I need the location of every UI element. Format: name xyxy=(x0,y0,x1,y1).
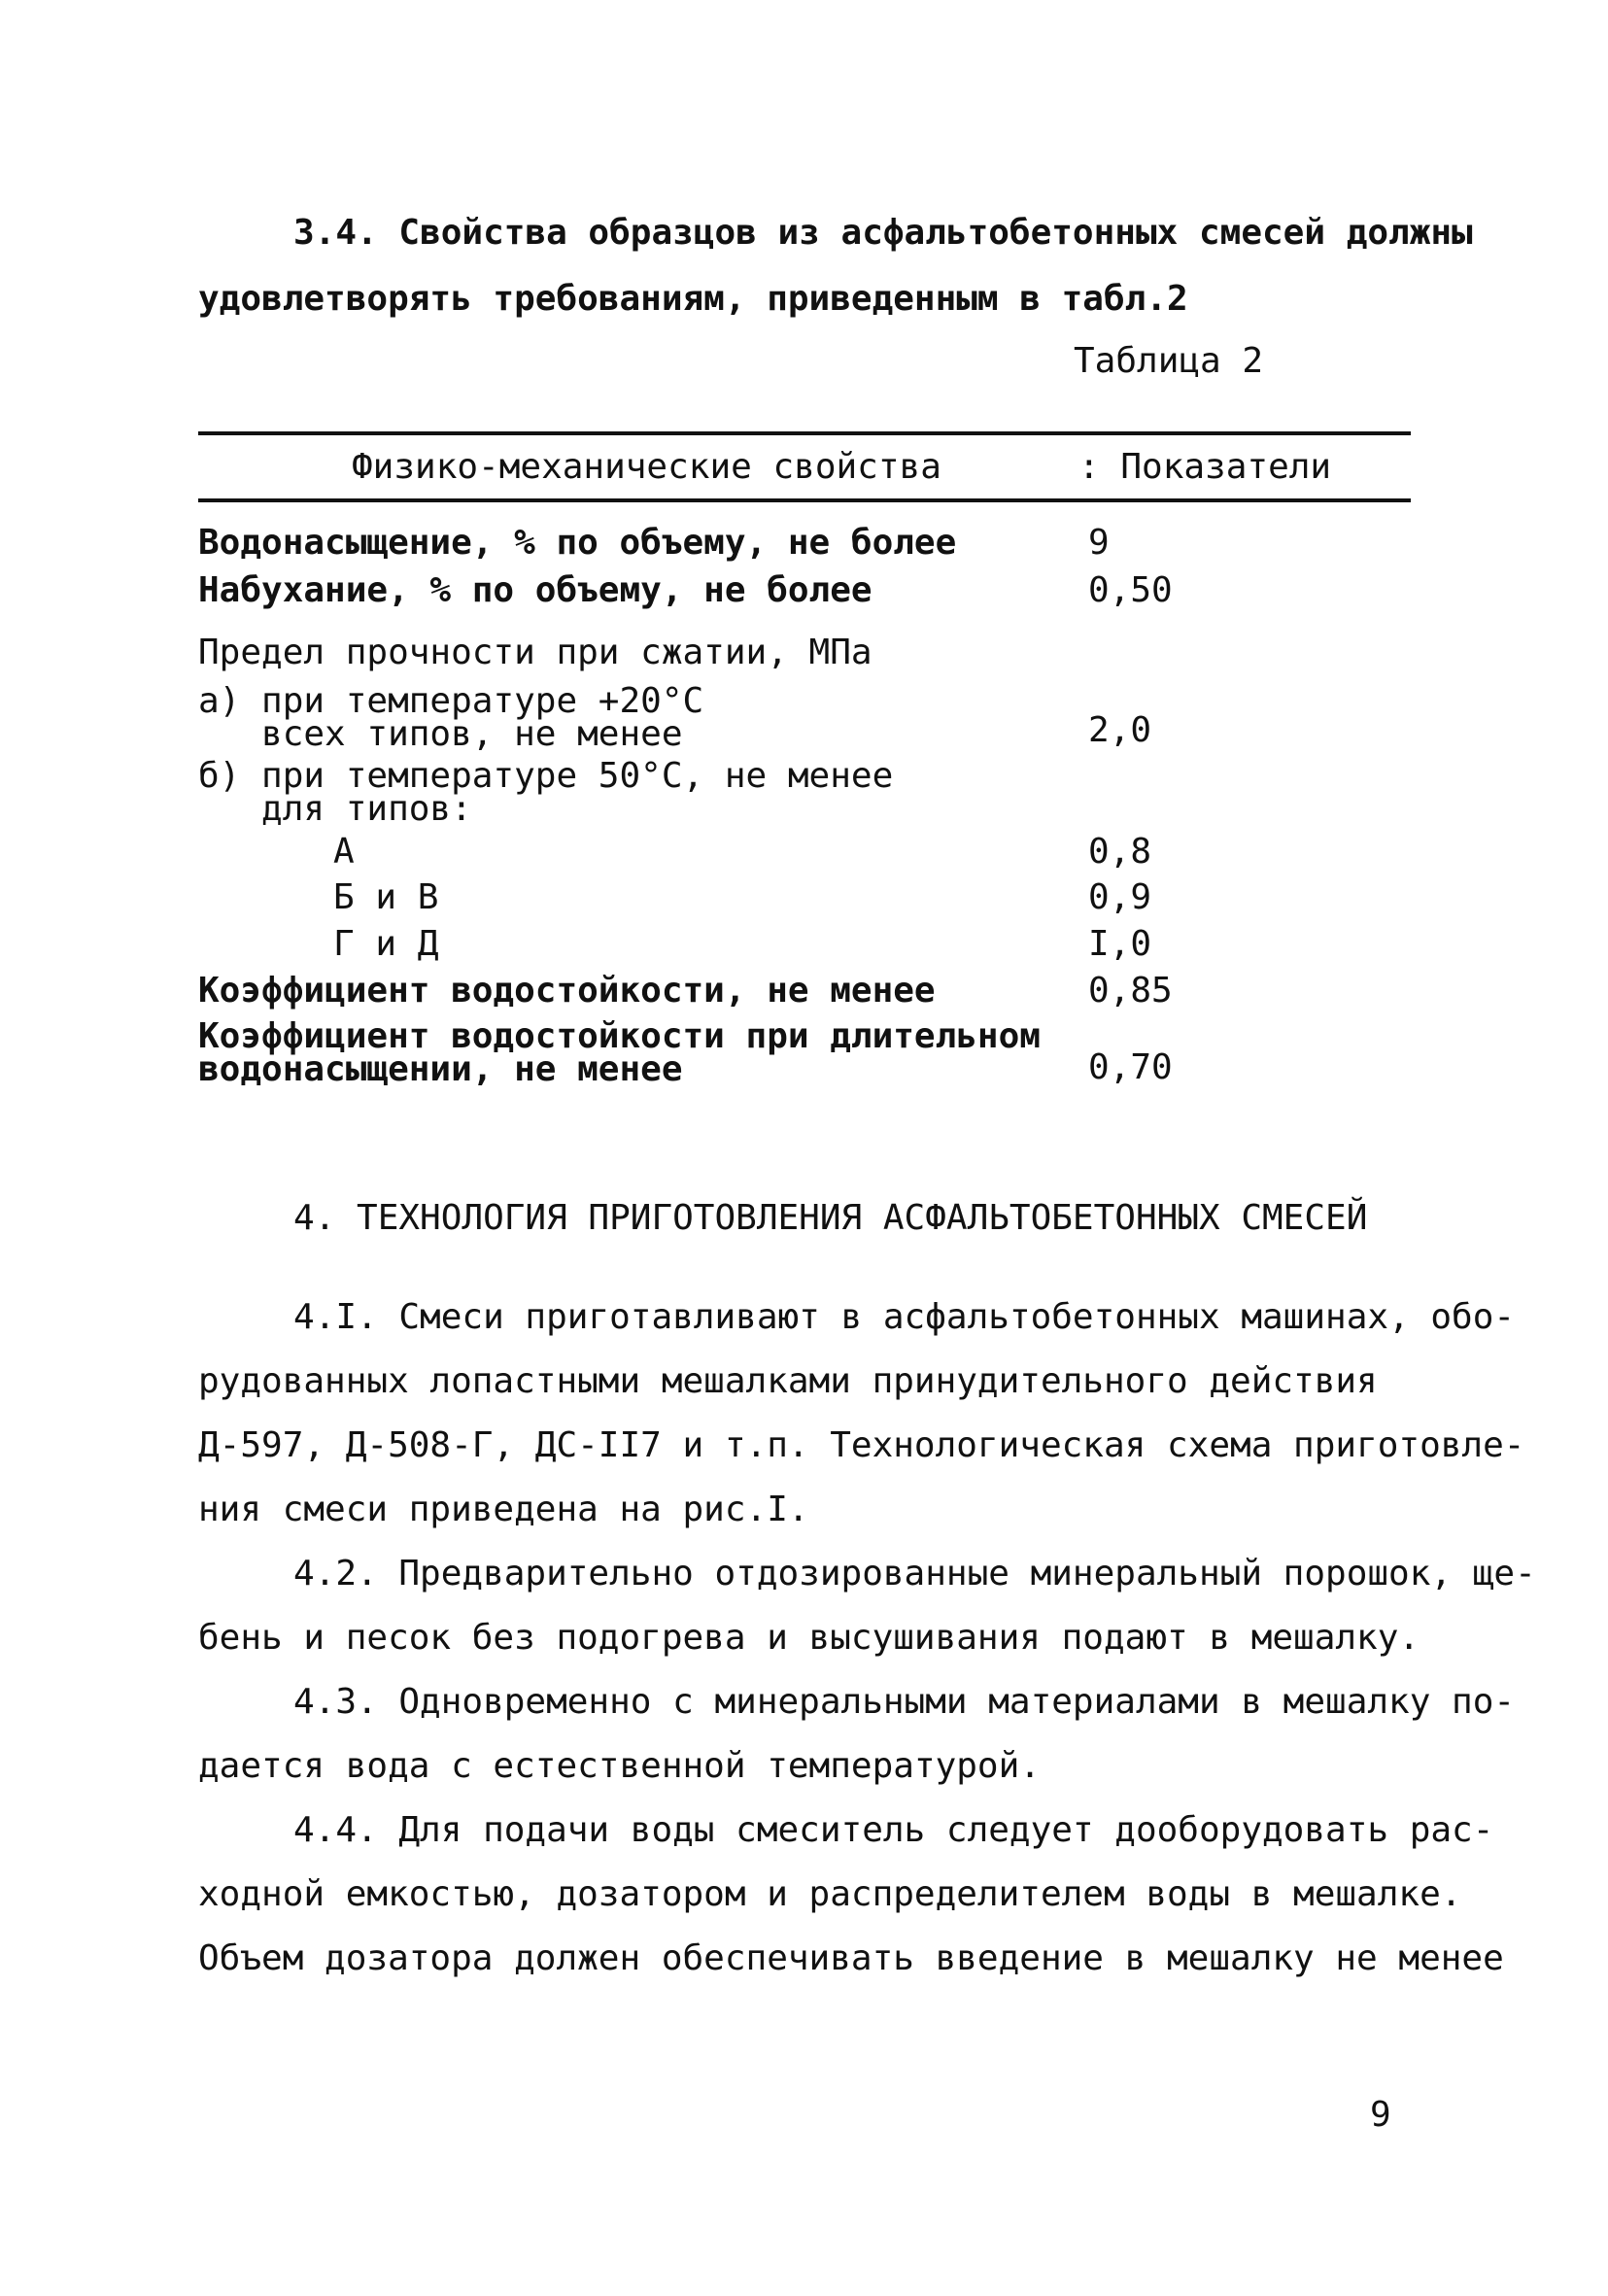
table-header-value: : Показатели xyxy=(1078,447,1332,487)
paragraph-line: рудованных лопастными мешалками принудительного действия xyxy=(198,1361,1378,1401)
paragraph-line: ния смеси приведена на рис.I. xyxy=(198,1490,809,1529)
paragraph-line: ходной емкостью, дозатором и распределителем воды в мешалке. xyxy=(198,1874,1462,1914)
paragraph-line: бень и песок без подогрева и высушивания подают в мешалку. xyxy=(198,1618,1420,1658)
section-3-4-line-2: удовлетворять требованиям, приведенным в табл.2 xyxy=(198,279,1188,319)
table-row-property: А xyxy=(333,832,355,872)
paragraph-line: Объем дозатора должен обеспечивать введение в мешалку не менее xyxy=(198,1938,1504,1978)
paragraph-line: 4.4. Для подачи воды смеситель следует дооборудовать рас- xyxy=(293,1810,1494,1850)
table-row-value: 0,9 xyxy=(1088,877,1152,917)
table-row-property: Б и В xyxy=(333,877,439,917)
table-caption: Таблица 2 xyxy=(1074,341,1264,381)
section-3-4-line-1: 3.4. Свойства образцов из асфальтобетонных смесей должны xyxy=(293,213,1473,253)
table-row-property: а) при температуре +20°С всех типов, не менее xyxy=(198,681,704,754)
paragraph-line: Д-597, Д-508-Г, ДС-II7 и т.п. Технологическая схема приготовле- xyxy=(198,1425,1525,1465)
table-row-property: Коэффициент водостойкости при длительном водонасыщении, не менее xyxy=(198,1016,1041,1089)
table-top-rule xyxy=(198,431,1411,435)
table-row-value: 9 xyxy=(1088,523,1110,563)
table-row-property: Предел прочности при сжатии, МПа xyxy=(198,633,872,672)
table-row-property: Набухание, % по объему, не более xyxy=(198,570,872,610)
table-row-value: 0,70 xyxy=(1088,1047,1173,1087)
paragraph-line: дается вода с естественной температурой. xyxy=(198,1746,1041,1786)
paragraph-line: 4.I. Смеси приготавливают в асфальтобетонных машинах, обо- xyxy=(293,1297,1516,1337)
table-header-property: Физико-механические свойства xyxy=(352,447,941,487)
paragraph-line: 4.2. Предварительно отдозированные минеральный порошок, ще- xyxy=(293,1554,1536,1593)
paragraph-line: 4.3. Одновременно с минеральными материалами в мешалку по- xyxy=(293,1682,1516,1722)
table-row-value: 2,0 xyxy=(1088,710,1152,750)
table-row-value: I,0 xyxy=(1088,924,1152,964)
page-number: 9 xyxy=(1370,2095,1391,2135)
table-row-value: 0,50 xyxy=(1088,570,1173,610)
table-row-property: б) при температуре 50°С, не менее для типов: xyxy=(198,756,894,829)
table-row-value: 0,8 xyxy=(1088,832,1152,872)
table-row-property: Коэффициент водостойкости, не менее xyxy=(198,971,936,1011)
table-row-property: Водонасыщение, % по объему, не более xyxy=(198,523,957,563)
table-row-property: Г и Д xyxy=(333,924,439,964)
table-header-rule xyxy=(198,498,1411,502)
section-4-heading: 4. ТЕХНОЛОГИЯ ПРИГОТОВЛЕНИЯ АСФАЛЬТОБЕТОННЫХ СМЕСЕЙ xyxy=(293,1198,1368,1238)
table-row-value: 0,85 xyxy=(1088,971,1173,1011)
